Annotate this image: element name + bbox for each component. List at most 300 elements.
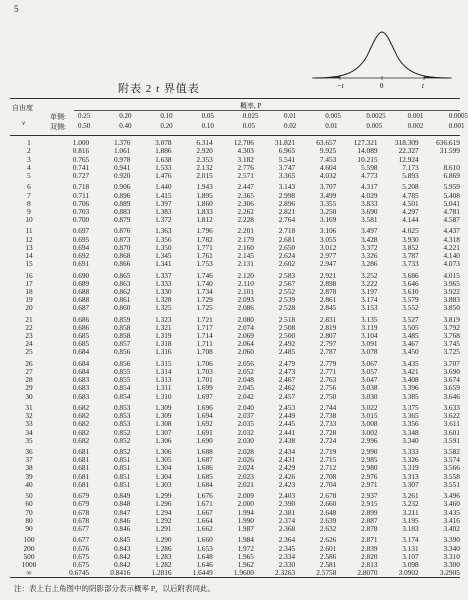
critical-value-cell: 31.599 — [439, 146, 460, 156]
critical-value-cell: 0.741 — [72, 162, 90, 172]
critical-value-cell: 3.182 — [237, 154, 254, 164]
critical-value-cell: 1.356 — [155, 234, 172, 244]
table-body — [10, 136, 460, 577]
critical-value-cell: 3.574 — [443, 455, 460, 465]
critical-value-cell: 3.707 — [443, 358, 460, 368]
critical-value-cell: 0.816 — [72, 146, 90, 156]
critical-value-cell: 2.345 — [278, 543, 296, 553]
critical-value-cell: 2.048 — [237, 375, 254, 385]
critical-value-cell: 1.972 — [237, 543, 254, 553]
dof-cell: 38 — [25, 463, 33, 473]
critical-value-cell: 2.423 — [278, 479, 296, 489]
critical-value-cell: 0.853 — [113, 419, 131, 429]
critical-value-cell: 0.906 — [113, 182, 131, 192]
critical-value-cell: 1.812 — [196, 215, 213, 225]
critical-value-cell: 3.922 — [443, 286, 460, 296]
critical-value-cell: 3.646 — [443, 391, 460, 401]
dof-cell: 200 — [23, 543, 35, 553]
critical-value-cell: 4.073 — [443, 259, 460, 269]
critical-value-cell: 2.921 — [319, 270, 337, 280]
critical-value-cell: 2.024 — [237, 463, 254, 473]
single-tail-prob: 0.05 — [201, 112, 214, 120]
critical-value-cell: 0.687 — [72, 303, 90, 313]
critical-value-cell: 1.771 — [196, 242, 213, 252]
critical-value-cell: 0.857 — [113, 339, 131, 349]
critical-value-cell: 3.497 — [361, 226, 378, 236]
critical-value-cell: 3.091 — [361, 339, 378, 349]
critical-value-cell: 3.428 — [361, 234, 378, 244]
critical-value-cell: 0.686 — [72, 314, 90, 324]
critical-value-cell: 1.895 — [196, 190, 213, 200]
critical-value-cell: 3.850 — [443, 303, 460, 313]
critical-value-cell: 3.745 — [443, 339, 460, 349]
critical-value-cell: 1.318 — [155, 339, 172, 349]
critical-value-cell: 7.173 — [402, 162, 419, 172]
page-number: 5 — [14, 4, 19, 14]
critical-value-cell: 1.9600 — [233, 568, 254, 578]
critical-value-cell: 1.753 — [196, 259, 213, 269]
critical-value-cell: 0.853 — [113, 402, 131, 412]
critical-value-cell: 1.330 — [155, 286, 172, 296]
critical-value-cell: 0.862 — [113, 286, 131, 296]
critical-value-cell: 1.306 — [155, 435, 172, 445]
critical-value-cell: 2.776 — [237, 162, 254, 172]
critical-value-cell: 127.321 — [353, 138, 378, 148]
dof-cell: 10 — [25, 215, 33, 225]
dof-cell: 1000 — [21, 559, 37, 569]
critical-value-cell: 2.898 — [319, 278, 337, 288]
critical-value-cell: 4.221 — [443, 242, 460, 252]
critical-value-cell: 0.851 — [113, 471, 131, 481]
critical-value-cell: 5.598 — [361, 162, 378, 172]
critical-value-cell: 3.396 — [402, 383, 419, 393]
critical-value-cell: 4.297 — [402, 206, 419, 216]
critical-value-cell: 2.937 — [361, 491, 378, 501]
critical-value-cell: 2.403 — [278, 491, 296, 501]
critical-value-cell: 3.365 — [402, 411, 419, 421]
critical-value-cell: 1.860 — [196, 198, 213, 208]
critical-value-cell: 3.107 — [402, 551, 419, 561]
critical-value-cell: 0.868 — [113, 251, 131, 260]
critical-value-cell: 1.962 — [237, 559, 254, 569]
double-tail-prob: 0.50 — [78, 122, 91, 130]
critical-value-cell: 1.701 — [196, 375, 213, 385]
critical-value-cell: 2.457 — [278, 391, 296, 401]
critical-value-cell: 1.310 — [155, 391, 172, 401]
single-tail-prob: 0.025 — [242, 112, 259, 120]
critical-value-cell: 3.819 — [443, 314, 460, 324]
critical-value-cell: 0.765 — [72, 154, 90, 164]
critical-value-cell: 2.021 — [237, 479, 254, 489]
critical-value-cell: 1.316 — [155, 347, 172, 357]
critical-value-cell: 0.682 — [72, 411, 90, 421]
critical-value-cell: 0.682 — [72, 435, 90, 445]
critical-value-cell: 2.110 — [237, 278, 254, 288]
critical-value-cell: 1.734 — [196, 286, 213, 296]
critical-value-cell: 3.690 — [361, 206, 378, 216]
table-row — [10, 216, 460, 224]
critical-value-cell: 1.000 — [72, 138, 90, 148]
critical-value-cell: 4.773 — [361, 170, 378, 180]
critical-value-cell: 1.761 — [196, 251, 213, 260]
critical-value-cell: 1.676 — [196, 491, 213, 501]
dof-cell: 5 — [27, 170, 31, 180]
critical-value-cell: 1.725 — [196, 303, 213, 313]
critical-value-cell: 3.055 — [319, 234, 337, 244]
critical-value-cell: 3.460 — [443, 499, 460, 509]
critical-value-cell: 2.820 — [361, 551, 378, 561]
critical-value-cell: 3.402 — [443, 523, 460, 533]
critical-value-cell: 0.688 — [72, 286, 90, 296]
critical-value-cell: 1.703 — [196, 367, 213, 376]
critical-value-cell: 2.035 — [237, 419, 254, 429]
critical-value-cell: 3.222 — [361, 278, 378, 288]
critical-value-cell: 3.601 — [443, 427, 460, 437]
critical-value-cell: 3.467 — [402, 339, 419, 349]
critical-value-cell: 2.364 — [278, 535, 296, 545]
critical-value-cell: 2.381 — [278, 507, 296, 517]
critical-value-cell: 3.965 — [443, 278, 460, 288]
double-tail-prob: 0.005 — [366, 122, 383, 130]
critical-value-cell: 1.711 — [196, 339, 213, 349]
critical-value-cell: 1.662 — [196, 523, 213, 533]
dof-cell: 6 — [27, 182, 31, 192]
critical-value-cell: 0.847 — [113, 507, 131, 517]
critical-value-cell: 2.353 — [196, 154, 213, 164]
critical-value-cell: 3.106 — [319, 226, 337, 236]
critical-value-cell: 3.012 — [319, 242, 337, 252]
critical-value-cell: 0.706 — [72, 198, 90, 208]
critical-value-cell: 3.883 — [443, 295, 460, 305]
critical-value-cell: 1.691 — [196, 427, 213, 437]
single-tail-prob: 0.001 — [407, 112, 424, 120]
dof-cell: 19 — [25, 295, 33, 305]
critical-value-cell: 1.337 — [155, 270, 172, 280]
critical-value-cell: 0.876 — [113, 226, 131, 236]
critical-value-cell: 3.022 — [361, 402, 378, 412]
critical-value-cell: 3.579 — [402, 295, 419, 305]
critical-value-cell: 1.943 — [196, 182, 213, 192]
critical-value-cell: 2.390 — [278, 499, 296, 509]
critical-value-cell: 2.764 — [278, 215, 296, 225]
critical-value-cell: 1.714 — [196, 331, 213, 341]
critical-value-cell: 4.015 — [443, 270, 460, 280]
critical-value-cell: 2.971 — [361, 479, 378, 489]
critical-value-cell: 2.632 — [319, 523, 337, 533]
critical-value-cell: 1.304 — [155, 471, 172, 481]
critical-value-cell: 1.648 — [196, 551, 213, 561]
double-tail-prob: 0.001 — [448, 122, 465, 130]
critical-value-cell: 3.047 — [361, 375, 378, 385]
critical-value-cell: 1.307 — [155, 427, 172, 437]
critical-value-cell: 0.686 — [72, 322, 90, 332]
critical-value-cell: 1.746 — [196, 270, 213, 280]
critical-value-cell: 1.476 — [155, 170, 172, 180]
critical-value-cell: 2.681 — [278, 234, 296, 244]
critical-value-cell: 1.363 — [155, 226, 172, 236]
critical-value-cell: 2.518 — [278, 314, 296, 324]
dof-cell: 15 — [25, 259, 33, 269]
critical-value-cell: 2.985 — [361, 455, 378, 465]
table-row — [10, 172, 460, 180]
dof-cell: 35 — [25, 435, 33, 445]
critical-value-cell: 1.296 — [155, 499, 172, 509]
critical-value-cell: 3.174 — [361, 295, 378, 305]
critical-value-cell: 3.131 — [402, 543, 419, 553]
critical-value-cell: 3.340 — [402, 435, 419, 445]
critical-value-cell: 1.314 — [155, 367, 172, 376]
critical-value-cell: 0.681 — [72, 455, 90, 465]
critical-value-cell: 2.086 — [237, 303, 254, 313]
critical-value-cell: 2.042 — [237, 391, 254, 401]
double-tail-prob: 0.20 — [160, 122, 173, 130]
critical-value-cell: 2.733 — [319, 419, 337, 429]
zero-label: 0 — [380, 82, 384, 90]
dof-cell: 50 — [25, 491, 33, 501]
critical-value-cell: 0.692 — [72, 251, 90, 260]
critical-value-cell: 0.695 — [72, 234, 90, 244]
dof-cell: 20 — [25, 303, 33, 313]
critical-value-cell: 0.718 — [72, 182, 90, 192]
critical-value-cell: 14.089 — [357, 146, 378, 156]
critical-value-cell: 2.601 — [319, 543, 337, 553]
double-tail-prob: 0.002 — [407, 122, 424, 130]
table-row — [10, 348, 460, 356]
critical-value-cell: 0.978 — [113, 154, 131, 164]
critical-value-cell: 3.310 — [443, 551, 460, 561]
dof-cell: 500 — [23, 551, 35, 561]
critical-value-cell: 2.899 — [361, 507, 378, 517]
critical-value-cell: 0.727 — [72, 170, 90, 180]
single-tail-prob: 0.01 — [284, 112, 297, 120]
title-var: t — [156, 83, 161, 95]
dof-cell: 7 — [27, 190, 31, 200]
critical-value-cell: 12.924 — [398, 154, 419, 164]
critical-value-cell: 1.350 — [155, 242, 172, 252]
critical-value-cell: 0.700 — [72, 215, 90, 225]
critical-value-cell: 1.315 — [155, 358, 172, 368]
critical-value-cell: 0.677 — [72, 535, 90, 545]
critical-value-cell: 0.691 — [72, 259, 90, 269]
critical-value-cell: 3.435 — [402, 358, 419, 368]
critical-value-cell: 1.283 — [155, 551, 172, 561]
critical-value-cell: 0.711 — [73, 190, 90, 200]
critical-value-cell: 2.887 — [361, 515, 378, 525]
critical-value-cell: 2.508 — [278, 322, 296, 332]
critical-value-cell: 2.145 — [237, 251, 254, 260]
critical-value-cell: 3.833 — [361, 198, 378, 208]
critical-value-cell: 3.153 — [361, 303, 378, 313]
critical-value-cell: 1.638 — [155, 154, 172, 164]
critical-value-cell: 0.681 — [72, 479, 90, 489]
critical-value-cell: 3.211 — [402, 507, 419, 517]
critical-value-cell: 6.965 — [278, 146, 296, 156]
critical-value-cell: 1.304 — [155, 463, 172, 473]
critical-value-cell: 3.333 — [402, 447, 419, 457]
critical-value-cell: 3.078 — [155, 138, 172, 148]
critical-value-cell: 0.852 — [113, 447, 131, 457]
critical-value-cell: 2.996 — [361, 435, 378, 445]
dof-cell: 23 — [25, 331, 33, 341]
critical-value-cell: 1.721 — [196, 314, 213, 324]
critical-value-cell: 0.851 — [113, 479, 131, 489]
critical-value-cell: 3.375 — [402, 402, 419, 412]
critical-value-cell: 2.438 — [278, 435, 296, 445]
critical-value-cell: 4.785 — [402, 190, 419, 200]
dof-label: 自由度 — [12, 104, 33, 112]
critical-value-cell: 1.309 — [155, 402, 172, 412]
critical-value-cell: 2.744 — [319, 402, 337, 412]
critical-value-cell: 2.639 — [319, 515, 337, 525]
critical-value-cell: 3.232 — [402, 499, 419, 509]
critical-value-cell: 2.201 — [237, 226, 254, 236]
critical-value-cell: 2.998 — [278, 190, 296, 200]
critical-value-cell: 2.878 — [361, 523, 378, 533]
critical-value-cell: 2.365 — [237, 190, 254, 200]
critical-value-cell: 3.135 — [361, 314, 378, 324]
critical-value-cell: 1.685 — [196, 471, 213, 481]
critical-value-cell: 2.602 — [278, 259, 296, 269]
critical-value-cell: 1.440 — [155, 182, 172, 192]
critical-value-cell: 1.383 — [155, 206, 172, 216]
critical-value-cell: 3.385 — [402, 391, 419, 401]
table-header — [10, 99, 468, 135]
critical-value-cell: 0.697 — [72, 226, 90, 236]
critical-value-cell: 2.715 — [319, 455, 337, 465]
critical-value-cell: 1.282 — [155, 559, 172, 569]
critical-value-cell: 1.994 — [237, 507, 254, 517]
critical-value-cell: 1.687 — [196, 455, 213, 465]
critical-value-cell: 2.586 — [319, 551, 337, 561]
critical-value-cell: 2.708 — [319, 471, 337, 481]
critical-value-cell: 0.920 — [113, 170, 131, 180]
critical-value-cell: 2.779 — [319, 358, 337, 368]
critical-value-cell: 2.813 — [361, 559, 378, 569]
table-row — [10, 569, 460, 577]
critical-value-cell: 1.729 — [196, 295, 213, 305]
dof-cell: 24 — [25, 339, 33, 349]
critical-value-cell: 6.314 — [196, 138, 213, 148]
critical-value-cell: 1.325 — [155, 303, 172, 313]
critical-value-cell: 0.683 — [72, 375, 90, 385]
critical-value-cell: 3.390 — [443, 535, 460, 545]
critical-value-cell: 2.539 — [278, 295, 296, 305]
critical-value-cell: 3.008 — [361, 419, 378, 429]
dof-cell: 30 — [25, 391, 33, 401]
critical-value-cell: 1.694 — [196, 411, 213, 421]
critical-value-cell: 2.056 — [237, 358, 254, 368]
dof-cell: 26 — [25, 358, 33, 368]
table-row — [10, 304, 460, 312]
dof-cell: 27 — [25, 367, 33, 376]
critical-value-cell: 2.980 — [361, 463, 378, 473]
critical-value-cell: 0.703 — [72, 206, 90, 216]
critical-value-cell: 1.291 — [155, 523, 172, 533]
dof-cell: 100 — [23, 535, 35, 545]
critical-value-cell: 0.690 — [72, 270, 90, 280]
critical-value-cell: 3.326 — [402, 455, 419, 465]
critical-value-cell: 1.886 — [155, 146, 172, 156]
critical-value-cell: 2.037 — [237, 411, 254, 421]
critical-value-cell: 0.681 — [72, 463, 90, 473]
t-label: t — [422, 82, 424, 90]
critical-value-cell: 1.306 — [155, 447, 172, 457]
critical-value-cell: 1.690 — [196, 435, 213, 445]
dof-cell: 32 — [25, 411, 33, 421]
critical-value-cell: 1.309 — [155, 411, 172, 421]
critical-value-cell: 2.787 — [319, 347, 337, 357]
critical-value-cell: 2.492 — [278, 339, 296, 349]
dof-cell: 12 — [25, 234, 33, 244]
critical-value-cell: 3.067 — [361, 358, 378, 368]
table-row — [10, 393, 460, 401]
critical-value-cell: 1.376 — [113, 138, 131, 148]
critical-value-cell: 0.883 — [113, 206, 131, 216]
critical-value-cell: 3.686 — [402, 270, 419, 280]
critical-value-cell: 5.893 — [402, 170, 419, 180]
critical-value-cell: 3.421 — [402, 367, 419, 376]
critical-value-cell: 0.859 — [113, 314, 131, 324]
critical-value-cell: 2.462 — [278, 383, 296, 393]
critical-value-cell: 2.030 — [237, 435, 254, 445]
single-label: 单侧: — [50, 113, 66, 121]
critical-value-cell: 0.678 — [72, 515, 90, 525]
critical-value-cell: 1.2816 — [151, 568, 172, 578]
critical-value-cell: 0.682 — [72, 402, 90, 412]
critical-value-cell: 3.169 — [319, 215, 337, 225]
critical-value-cell: 2.807 — [319, 331, 337, 341]
critical-value-cell: 3.551 — [443, 479, 460, 489]
critical-value-cell: 2.990 — [361, 447, 378, 457]
critical-value-cell: 0.689 — [72, 278, 90, 288]
critical-value-cell: 2.179 — [237, 234, 254, 244]
table-row — [10, 525, 460, 533]
critical-value-cell: 0.685 — [72, 331, 90, 341]
critical-value-cell: 2.473 — [278, 367, 296, 376]
critical-value-cell: 4.604 — [319, 162, 337, 172]
critical-value-cell: 2.434 — [278, 447, 296, 457]
critical-value-cell: 0.675 — [72, 551, 90, 561]
critical-value-cell: 3.499 — [319, 190, 337, 200]
critical-value-cell: 3.261 — [402, 491, 419, 501]
critical-value-cell: 1.290 — [155, 535, 172, 545]
dof-cell: 14 — [25, 251, 33, 260]
dof-cell: 21 — [25, 314, 33, 324]
critical-value-cell: 2.368 — [278, 523, 296, 533]
critical-value-cell: 0.873 — [113, 234, 131, 244]
critical-value-cell: 0.676 — [72, 543, 90, 553]
critical-value-cell: 2.132 — [196, 162, 213, 172]
critical-value-cell: 2.306 — [237, 198, 254, 208]
critical-value-cell: 2.064 — [237, 339, 254, 349]
critical-value-cell: 2.896 — [278, 198, 296, 208]
critical-value-cell: 1.372 — [155, 215, 172, 225]
critical-value-cell: 0.681 — [72, 471, 90, 481]
critical-value-cell: 3.252 — [361, 270, 378, 280]
critical-value-cell: 3.622 — [443, 411, 460, 421]
critical-value-cell: 0.677 — [72, 523, 90, 533]
critical-value-cell: 3.674 — [443, 375, 460, 385]
critical-value-cell: 3.119 — [361, 322, 378, 332]
critical-value-cell: 1.660 — [196, 535, 213, 545]
critical-value-cell: 1.286 — [155, 543, 172, 553]
critical-value-cell: 2.009 — [237, 491, 254, 501]
critical-value-cell: 2.447 — [237, 182, 254, 192]
critical-value-cell: 4.501 — [402, 198, 419, 208]
critical-value-cell: 3.581 — [361, 215, 378, 225]
critical-value-cell: 4.318 — [443, 234, 460, 244]
critical-value-cell: 1.667 — [196, 507, 213, 517]
